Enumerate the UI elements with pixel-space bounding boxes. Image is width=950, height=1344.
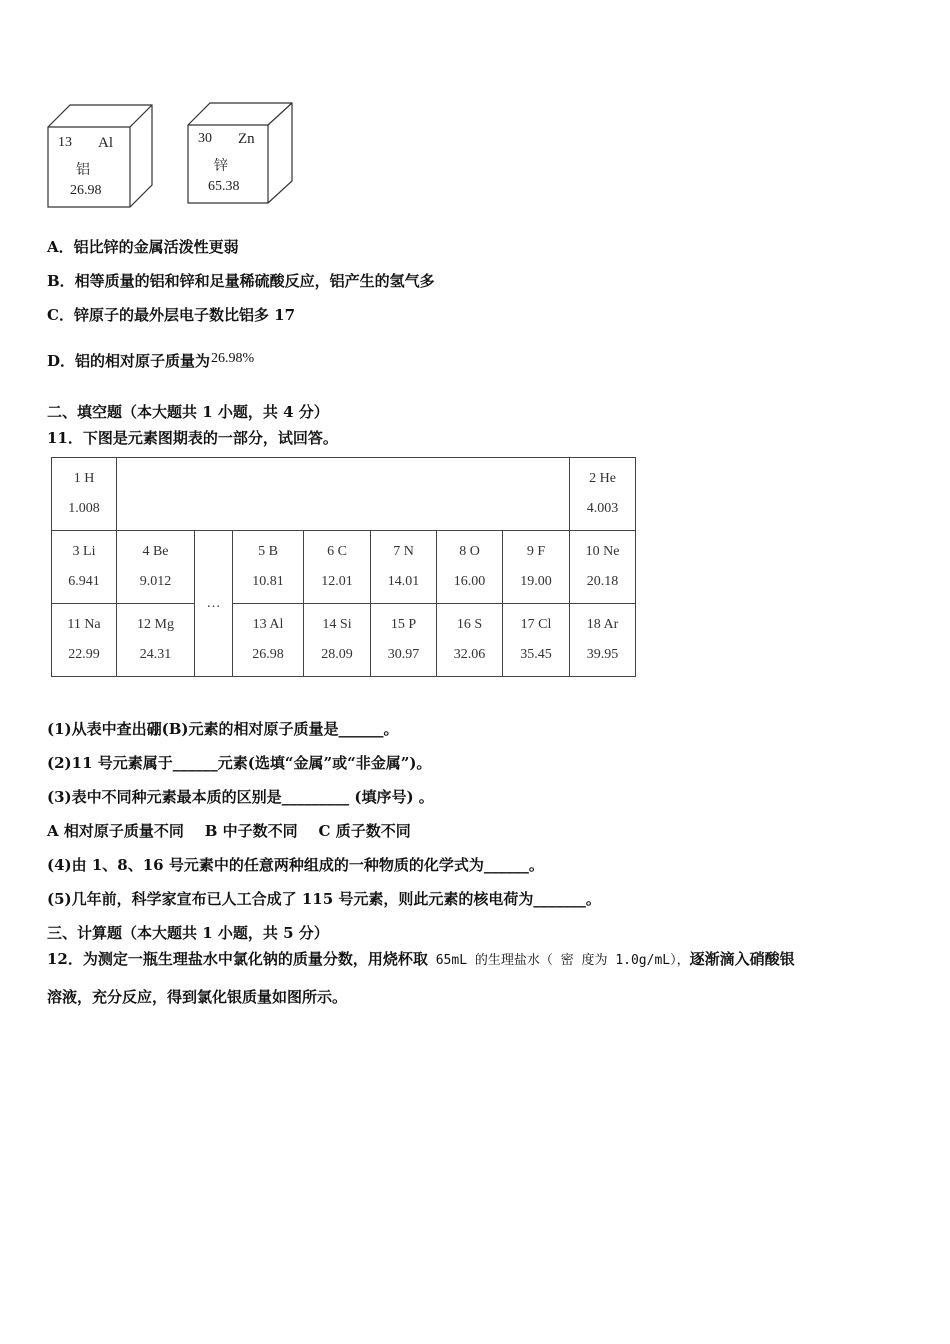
option-a: A．铝比锌的金属活泼性更弱 <box>47 238 239 256</box>
element-cube-al <box>46 103 156 209</box>
element-label: 14 Si <box>322 617 352 632</box>
element-mass: 4.003 <box>586 501 619 516</box>
cube-number: 30 <box>198 131 212 146</box>
element-mass: 9.012 <box>139 574 172 589</box>
element-label: 12 Mg <box>137 617 174 632</box>
element-label: 7 N <box>393 544 414 559</box>
element-label: 1 H <box>73 471 95 486</box>
element-label: 9 F <box>526 544 546 559</box>
option-d <box>47 350 254 371</box>
element-cell-ar <box>570 604 636 677</box>
element-mass: 14.01 <box>387 574 420 589</box>
subquestion-5: (5)几年前，科学家宣布已人工合成了 115 号元素，则此元素的核电荷为_______。 <box>47 890 601 908</box>
question-12-line2: 溶液，充分反应，得到氯化银质量如图所示。 <box>47 988 348 1006</box>
question-11: 11．下图是元素图期表的一部分，试回答。 <box>47 429 338 447</box>
element-label: 18 Ar <box>586 617 619 632</box>
element-cell-al <box>233 604 304 677</box>
cube-name: 锌 <box>214 158 228 174</box>
cube-outline <box>186 101 296 207</box>
element-mass: 30.97 <box>387 647 420 662</box>
subquestion-4: (4)由 1、8、16 号元素中的任意两种组成的一种物质的化学式为______。 <box>47 856 544 874</box>
element-cube-zn <box>186 101 296 207</box>
element-label: 5 B <box>258 544 278 559</box>
element-label: 4 Be <box>142 544 169 559</box>
element-label: 2 He <box>589 471 616 486</box>
element-label: 3 Li <box>72 544 96 559</box>
question-12-text: 逐渐滴入硝酸银 <box>689 950 795 968</box>
empty-region <box>117 458 570 531</box>
element-label: 10 Ne <box>585 544 620 559</box>
option-d-text: D．铝的相对原子质量为 <box>47 352 211 370</box>
question-12 <box>47 948 795 969</box>
element-mass: 6.941 <box>68 574 100 589</box>
element-label: 17 Cl <box>520 617 552 632</box>
element-cell-f <box>503 531 570 604</box>
subquestion-3-choices: A 相对原子质量不同 B 中子数不同 C 质子数不同 <box>47 822 411 840</box>
element-mass: 19.00 <box>520 574 552 589</box>
question-12-measure: 65mL 的生理盐水（ 密 度为 1.0g/mL）， <box>427 953 690 968</box>
element-cell-cl <box>503 604 570 677</box>
element-mass: 10.81 <box>252 574 284 589</box>
question-12-text: 12．为测定一瓶生理盐水中氯化钠的质量分数，用烧杯取 <box>47 950 428 968</box>
element-cell-h <box>52 458 117 531</box>
element-cell-li <box>52 531 117 604</box>
cube-number: 13 <box>58 135 72 150</box>
element-label: 11 Na <box>67 617 101 632</box>
element-mass: 22.99 <box>68 647 100 662</box>
element-mass: 20.18 <box>586 574 619 589</box>
element-mass: 32.06 <box>453 647 486 662</box>
subquestion-2: (2)11 号元素属于______元素(选填“金属”或“非金属”)。 <box>47 754 432 772</box>
element-cell-be <box>117 531 195 604</box>
element-label: 8 O <box>459 544 480 559</box>
section-heading: 三、计算题（本大题共 1 小题，共 5 分） <box>47 924 329 942</box>
element-cell-n <box>371 531 437 604</box>
cube-symbol: Zn <box>238 131 255 147</box>
section-heading: 二、填空题（本大题共 1 小题，共 4 分） <box>47 403 329 421</box>
periodic-table <box>51 457 636 677</box>
element-mass: 35.45 <box>520 647 552 662</box>
option-c: C．锌原子的最外层电子数比铝多 17 <box>47 306 296 324</box>
subquestion-1: (1)从表中查出硼(B)元素的相对原子质量是______。 <box>47 720 399 738</box>
element-label: 15 P <box>390 617 417 632</box>
element-cell-mg <box>117 604 195 677</box>
element-mass: 39.95 <box>586 647 619 662</box>
option-b: B．相等质量的铝和锌和足量稀硫酸反应，铝产生的氢气多 <box>47 272 435 290</box>
subquestion-3: (3)表中不同种元素最本质的区别是_________ (填序号) 。 <box>47 788 434 806</box>
element-cell-si <box>304 604 371 677</box>
element-mass: 1.008 <box>68 501 100 516</box>
element-mass: 12.01 <box>321 574 353 589</box>
cube-mass: 26.98 <box>70 183 102 198</box>
element-mass: 16.00 <box>453 574 486 589</box>
table-row <box>52 604 636 677</box>
option-d-value: 26.98% <box>211 351 255 366</box>
cube-mass: 65.38 <box>208 179 240 194</box>
element-cell-p <box>371 604 437 677</box>
cube-name: 铝 <box>76 162 90 178</box>
ellipsis-cell: … <box>195 531 233 677</box>
element-cell-s <box>437 604 503 677</box>
element-cell-b <box>233 531 304 604</box>
element-mass: 28.09 <box>321 647 353 662</box>
element-cell-he <box>570 458 636 531</box>
element-cell-ne <box>570 531 636 604</box>
element-cell-na <box>52 604 117 677</box>
element-mass: 26.98 <box>252 647 284 662</box>
element-cell-o <box>437 531 503 604</box>
element-cell-c <box>304 531 371 604</box>
element-label: 16 S <box>456 617 483 632</box>
element-label: 6 C <box>327 544 347 559</box>
table-row <box>52 531 636 604</box>
cube-symbol: Al <box>98 135 113 151</box>
table-row <box>52 458 636 531</box>
element-label: 13 Al <box>252 617 284 632</box>
element-mass: 24.31 <box>139 647 172 662</box>
